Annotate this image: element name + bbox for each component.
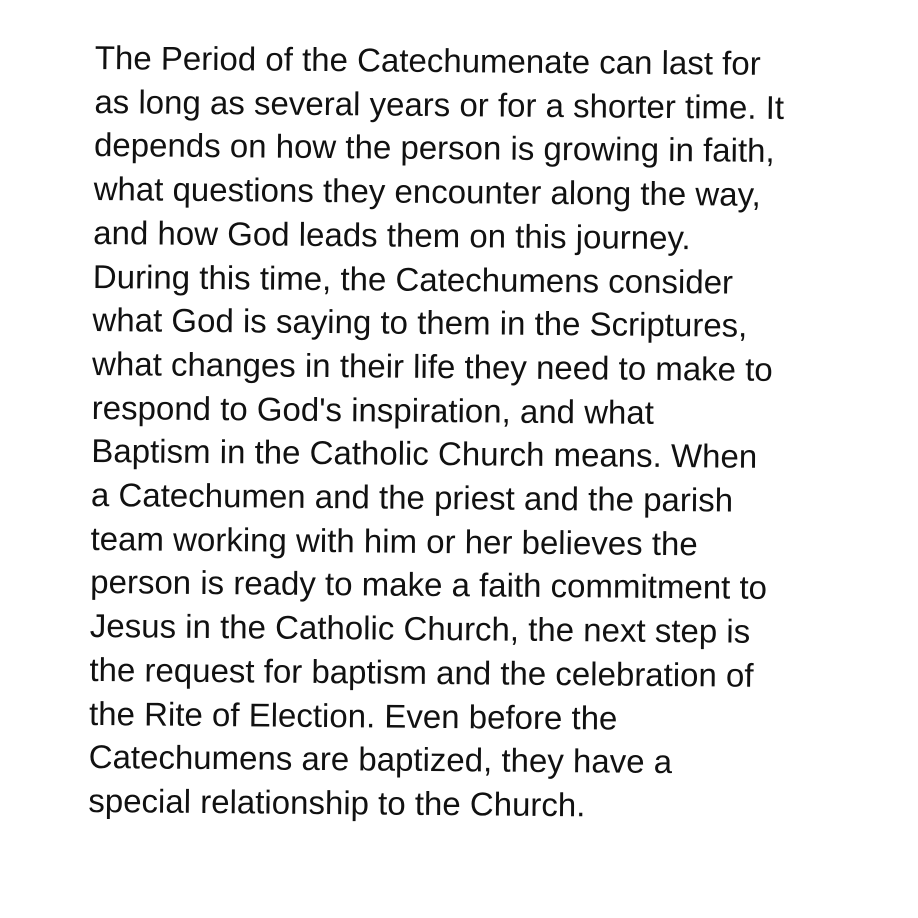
text-line-3: depends on how the person is growing in faith,	[93, 126, 775, 170]
text-line-9: respond to God's inspiration, and what	[91, 388, 655, 431]
text-line-13: person is ready to make a faith commitment to	[90, 563, 768, 607]
text-line-17: Catechumens are baptized, they have a	[88, 738, 673, 781]
text-line-15: the request for baptism and the celebration of	[89, 650, 754, 694]
text-line-7: what God is saying to them in the Scriptures,	[92, 301, 748, 344]
text-line-16: the Rite of Election. Even before the	[88, 694, 618, 737]
body-paragraph	[88, 36, 895, 830]
text-line-5: and how God leads them on this journey.	[93, 213, 691, 257]
text-line-2: as long as several years or for a shorter time. It	[94, 82, 785, 126]
text-line-18: special relationship to the Church.	[88, 781, 586, 824]
text-line-1: The Period of the Catechumenate can last for	[94, 38, 761, 82]
text-line-12: team working with him or her believes the	[90, 519, 698, 563]
text-line-6: During this time, the Catechumens consider	[92, 257, 734, 301]
text-line-10: Baptism in the Catholic Church means. When	[91, 432, 758, 476]
text-line-14: Jesus in the Catholic Church, the next step is	[89, 607, 751, 650]
text-line-8: what changes in their life they need to make to	[91, 344, 773, 388]
text-line-11: a Catechumen and the priest and the parish	[90, 476, 734, 519]
text-line-4: what questions they encounter along the way,	[93, 170, 761, 213]
